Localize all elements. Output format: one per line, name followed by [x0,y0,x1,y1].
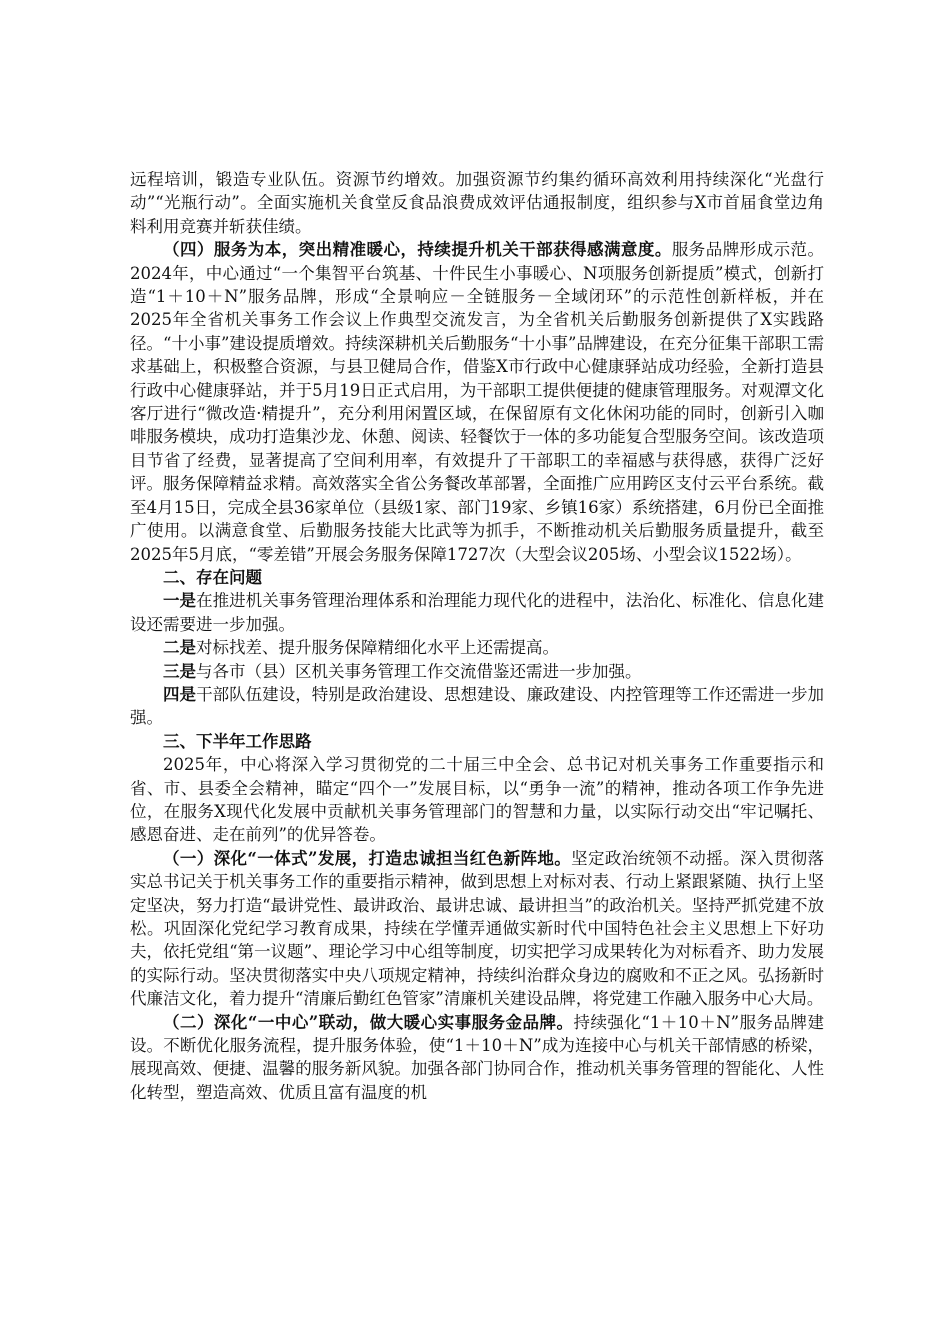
problem-body-1: 在推进机关事务管理治理体系和治理能力现代化的进程中，法治化、标准化、信息化建设还需要进一步加强。 [130,591,825,634]
document-page [130,168,824,1104]
problem-item-4 [130,683,824,730]
paragraph-service-section-4 [130,238,824,566]
plan-body-1: 坚定政治统领不动摇。深入贯彻落实总书记关于机关事务工作的重要指示精神，做到思想上对标对表、行动上紧跟紧随、执行上坚定坚决，努力打造“最讲党性、最讲政治、最讲忠诚、最讲担当”的政治机关。坚持严抓党建不放松。巩固深化党纪学习教育成果，持续在学懂弄通做实新时代中国特色社会主义思想上下好功夫，依托党组“第一议题”、理论学习中心组等制度，切实把学习成果转化为对标看齐、助力发展的实际行动。坚决贯彻落实中央八项规定精神，持续纠治群众身边的腐败和不正之风。弘扬新时代廉洁文化，着力提升“清廉后勤红色管家”清廉机关建设品牌，将党建工作融入服务中心大局。 [130,848,824,1009]
problem-lead-1: 一是 [163,591,197,611]
problem-item-2 [130,636,824,659]
paragraph-plan-section-2 [130,1011,824,1105]
problem-body-3: 与各市（县）区机关事务管理工作交流借鉴还需进一步加强。 [196,661,642,681]
problem-body-4: 干部队伍建设，特别是政治建设、思想建设、廉政建设、内控管理等工作还需进一步加强。 [130,684,825,728]
problem-lead-3: 三是 [163,661,196,681]
section-body-4: 服务品牌形成示范。2024年，中心通过“一个集智平台筑基、十件民生小事暖心、N项服务创新提质”模式，创新打造“1＋10＋N”服务品牌，形成“全景响应－全链服务－全域闭环”的示范性创新样板，并在2025年全省机关事务工作会议上作典型交流发言，为全省机关后勤服务创新提供了X实践路径。“十小事”建设提质增效。持续深耕机关后勤服务“十小事”品牌建设，在充分征集干部职工需求基础上，积极整合资源，与县卫健局合作，借鉴X市行政中心健康驿站成功经验，全新打造县行政中心健康驿站，并于5月19日正式启用，为干部职工提供便捷的健康管理服务。对观潭文化客厅进行“微改造·精提升”，充分利用闲置区域，在保留原有文化休闲功能的同时，创新引入咖啡服务模块，成功打造集沙龙、休憩、阅读、轻餐饮于一体的多功能复合型服务空间。该改造项目节省了经费，显著提高了空间利用率，有效提升了干部职工的幸福感与获得感，获得广泛好评。服务保障精益求精。高效落实全省公务餐改革部署，全面推广应用跨区支付云平台系统。截至4月15日，完成全县36家单位（县级1家、部门19家、乡镇16家）系统搭建，6月份已全面推广使用。以满意食堂、后勤服务技能大比武等为抓手，不断推动机关后勤服务质量提升，截至2025年5月底，“零差错”开展会务服务保障1727次（大型会议205场、小型会议1522场）。 [130,240,825,564]
problem-body-2: 对标找差、提升服务保障精细化水平上还需提高。 [196,638,559,658]
section-heading-4: （四）服务为本，突出精准暖心，持续提升机关干部获得感满意度。 [163,240,672,260]
paragraph-plan-section-1 [130,847,824,1011]
problem-lead-2: 二是 [163,638,196,658]
heading-problems: 二、存在问题 [163,567,262,587]
plan-body-2: 持续强化“1＋10＋N”服务品牌建设。不断优化服务流程，提升服务体验，使“1＋10＋N”成为连接中心与机关干部情感的桥梁，展现高效、便捷、温馨的服务新风貌。加强各部门协同合作，推动机关事务管理的智能化、人性化转型，塑造高效、优质且富有温度的机 [130,1012,824,1102]
paragraph-work-plan-intro: 2025年，中心将深入学习贯彻党的二十届三中全会、总书记对机关事务工作重要指示和省、市、县委全会精神，瞄定“四个一”发展目标，以“勇争一流”的精神，推动各项工作争先进位，在服务X现代化发展中贡献机关事务管理部门的智慧和力量，以实际行动交出“牢记嘱托、感恩奋进、走在前列”的优异答卷。 [130,755,824,845]
problem-item-3 [130,660,824,683]
heading-work-plan: 三、下半年工作思路 [163,731,312,751]
paragraph-resource-saving: 远程培训，锻造专业队伍。资源节约增效。加强资源节约集约循环高效利用持续深化“光盘行动”“光瓶行动”。全面实施机关食堂反食品浪费成效评估通报制度，组织参与X市首届食堂边角料利用竞赛并斩获佳绩。 [130,170,824,236]
plan-heading-1: （一）深化“一体式”发展，打造忠诚担当红色新阵地。 [163,848,572,868]
plan-heading-2: （二）深化“一中心”联动，做大暖心实事服务金品牌。 [163,1012,574,1032]
problem-item-1 [130,589,824,636]
problem-lead-4: 四是 [163,684,197,704]
